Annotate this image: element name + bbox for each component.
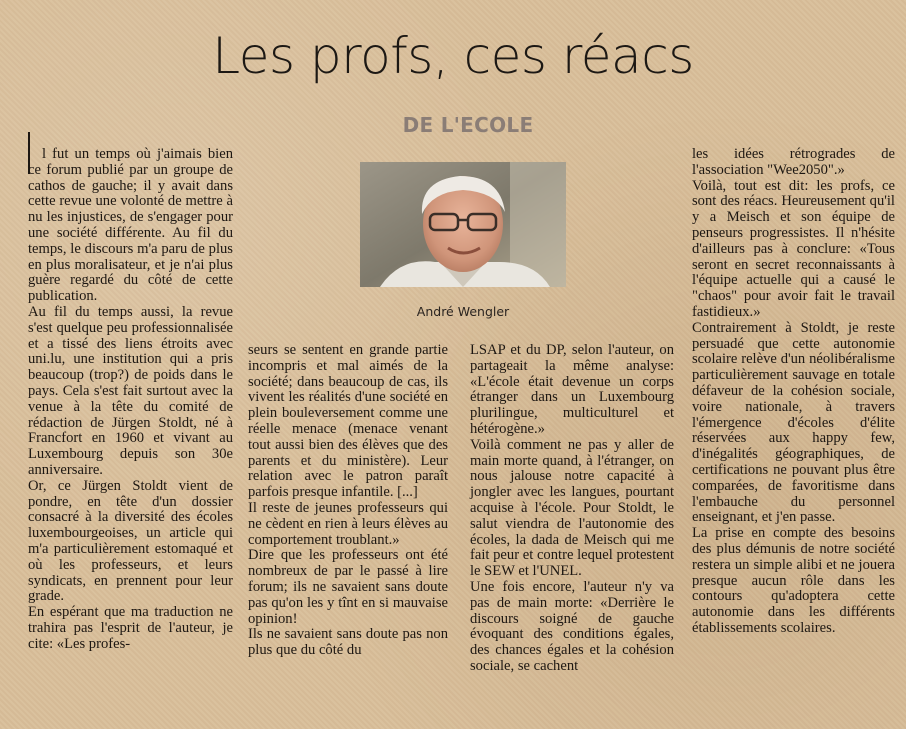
paragraph: LSAP et du DP, selon l'auteur, on partageait la même analyse: «L'école était devenue un corps étranger dans un Luxembourg plurilingue, multiculturel et hétérogène.» xyxy=(470,342,674,437)
paragraph: Or, ce Jürgen Stoldt vient de pondre, en tête d'un dossier consacré à la diversité des écoles luxembourgeoises, un article qui m'a particulièrement estomaqué et où les professeurs, et leurs syndicats, en prennent pour leur grade. xyxy=(28,477,233,605)
paragraph: Voilà comment ne pas y aller de main morte quand, à l'étranger, on nous jalouse notre capacité à jongler avec les langues, pourtant acquise à l'école. Pour Stoldt, le salut viendra de l'autonomie des écoles, la dada de Meisch qui me fait peur et contre lequel protestent le SEW et l'UNEL. xyxy=(470,436,674,580)
article-column-3 xyxy=(470,343,674,675)
paragraph: seurs se sentent en grande partie incompris et mal aimés de la société; dans beaucoup de cas, ils vivent les réalités d'une société en plein bouleversement comme une réelle menace (menace venant tout aussi bien des élèves que des parents et du ministère). Leur relation avec le patron paraît parfois presque infantile. [...] xyxy=(248,342,448,501)
article-column-4 xyxy=(692,147,895,637)
article-column-1 xyxy=(28,147,233,653)
paragraph: Ils ne savaient sans doute pas non plus que du côté du xyxy=(248,626,448,659)
paragraph: La prise en compte des besoins des plus démunis de notre société restera un simple alibi et ne jouera presque aucun rôle dans les contours qu'adoptera cette autonomie dans les différents établissements scolaires. xyxy=(692,525,895,636)
paragraph: les idées rétrogrades de l'association "Wee2050".» xyxy=(692,146,895,178)
paragraph: Une fois encore, l'auteur n'y va pas de main morte: «Derrière le discours soigné de gauche évoquant des conditions égales, des chances égales et la cohésion sociale, se cachent xyxy=(470,578,674,674)
author-portrait-image xyxy=(360,162,566,287)
paragraph: Dire que les professeurs ont été nombreux de par le passé à lire forum; ils ne savaient sans doute pas qu'on les y tînt en si mauvaise opinion! xyxy=(248,547,448,627)
paragraph: En espérant que ma traduction ne trahira pas l'esprit de l'auteur, je cite: «Les profes- xyxy=(28,604,233,652)
author-photo xyxy=(360,162,566,287)
paragraph: Au fil du temps aussi, la revue s'est quelque peu professionnalisée et a tissé des liens étroits avec uni.lu, une institution qui a pris beaucoup (trop?) de poids dans le pays. Cela s'est fait surtout avec la venue à la tête du comité de rédaction de Jürgen Stoldt, né à Francfort en 1960 et vivant au Luxembourg depuis son 30e anniversaire. xyxy=(28,303,233,478)
photo-caption: André Wengler xyxy=(416,304,510,319)
paragraph: Voilà, tout est dit: les profs, ce sont des réacs. Heureusement qu'il y a Meisch et son équipe de penseurs progressistes. Il n'hésite d'ailleurs pas à conclure: «Tous seront en secret reconnaissants à l'équipe actuelle qui a causé le "chaos" pour avoir fait le travail fastidieux.» xyxy=(692,177,895,320)
article-column-2 xyxy=(248,343,448,659)
article-kicker: DE L'ECOLE xyxy=(402,113,534,137)
paragraph: l fut un temps où j'aimais bien ce forum publié par un groupe de cathos de gauche; il y avait dans cette revue une volonté de mettre à nu les injustices, de s'engager pour une société différente. Au fil du temps, le discours m'a paru de plus en plus moralisateur, et je n'ai plus guère regardé du côté de cette publication. xyxy=(28,146,233,305)
paragraph: Il reste de jeunes professeurs qui ne cèdent en rien à leurs élèves au comportement troublant.» xyxy=(248,499,448,548)
paragraph: Contrairement à Stoldt, je reste persuadé que cette autonomie scolaire relève d'un néolibéralisme particulièrement sauvage en totale défaveur de la cohésion sociale, voire nationale, à travers l'émergence d'écoles d'élite réservées aux happy few, d'inégalités géographiques, de certifications ne pouvant plus être comparées, de favoritisme dans l'embauche du personnel enseignant, et j'en passe. xyxy=(692,319,895,526)
article-title: Les profs, ces réacs xyxy=(212,27,694,85)
